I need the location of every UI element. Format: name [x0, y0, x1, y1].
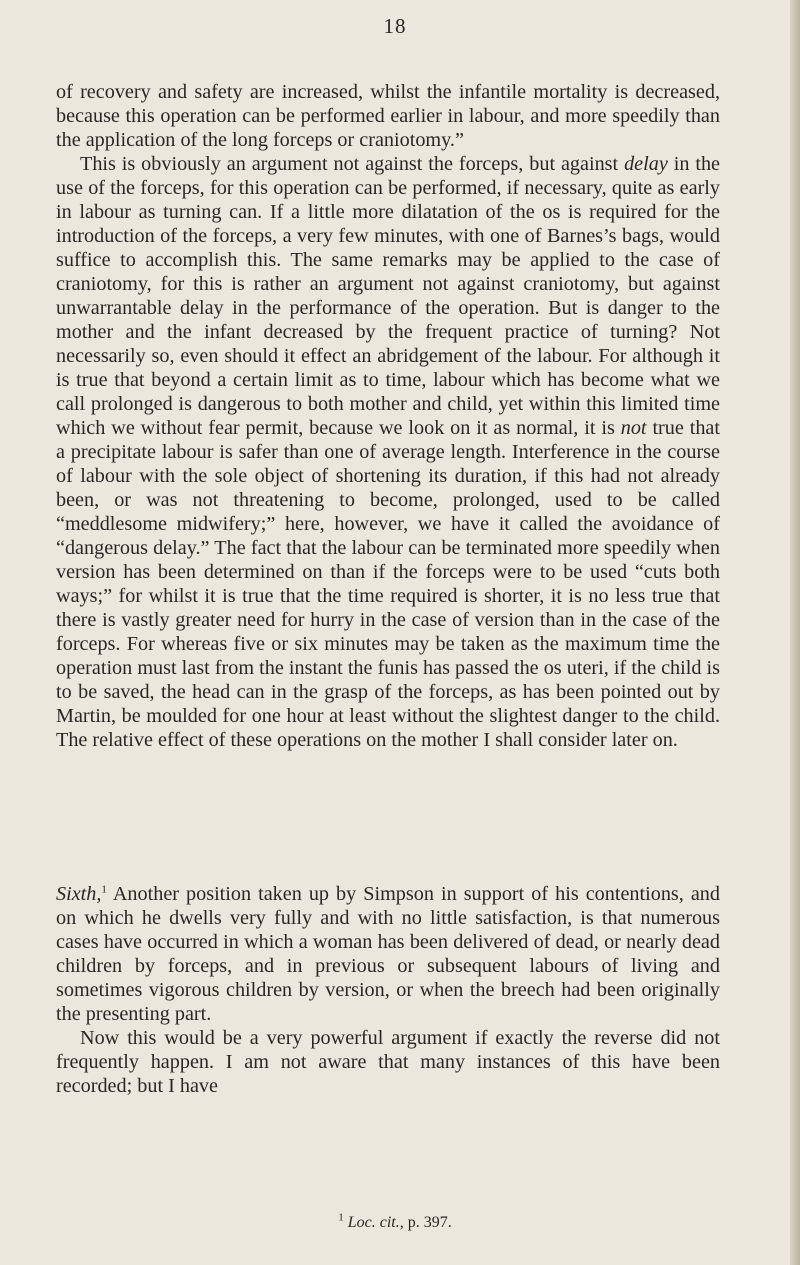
footnote-reference: 1 [101, 883, 107, 896]
footnote [0, 1211, 790, 1232]
paragraph-2 [56, 152, 720, 752]
emphasis-not: not [620, 417, 647, 439]
footnote-page: p. 397. [407, 1214, 452, 1231]
paragraph-2-lead: This is obviously an argument not against the forceps, but against [80, 153, 619, 175]
page-number: 18 [383, 14, 407, 38]
footnote-marker: 1 [338, 1211, 344, 1224]
paragraph-3 [56, 882, 720, 1026]
paragraph-4: Now this would be a very powerful argument if exactly the reverse did not frequently happen. I am not aware that many instances of this have been recorded; but I have [56, 1027, 720, 1097]
section-label: Sixth, [56, 883, 102, 905]
footnote-source: Loc. cit., [347, 1214, 404, 1231]
paragraph-2-tail: true that a precipitate labour is safer than one of average length. Interference in the course of labour with the sole object of shortening its duration, if this had not already been, or was not threatening to become, prolonged, used to be called “meddlesome midwifery;” here, however, we have it called the avoidance of “dangerous delay.” The fact that the labour can be terminated more speedily when version has been determined on than if the forceps were to be used “cuts both ways;” for whilst it is true that the time required is shorter, it is no less true that there is vastly greater need for hurry in the case of version than in the case of the forceps. For whereas five or six minutes may be taken as the maximum time the operation must last from the instant the funis has passed the os uteri, if the child is to be saved, the head can in the grasp of the forceps, as has been pointed out by Martin, be moulded for one hour at least without the slightest danger to the child. The relative effect of these operations on the mother I shall consider later on. [56, 417, 720, 751]
section-text [56, 882, 720, 1098]
main-text [56, 80, 720, 752]
page-edge [790, 0, 800, 1265]
emphasis-delay: delay [624, 153, 668, 175]
paragraph-2-body: in the use of the forceps, for this operation can be performed, if necessary, quite as early in labour as turning can. If a little more dilatation of the os is required for the introduction of the forceps, a very few minutes, with one of Barnes’s bags, would suffice to accomplish this. The same remarks may be applied to the case of craniotomy, for this is rather an argument not against craniotomy, but against unwarrantable delay in the performance of the operation. But is danger to the mother and the infant decreased by the frequent practice of turning? Not necessarily so, even should it effect an abridgement of the labour. For although it is true that beyond a certain limit as to time, labour which has become what we call prolonged is dangerous to both mother and child, yet within this limited time which we without fear permit, because we look on it as normal, it is [56, 153, 720, 439]
paragraph-1: of recovery and safety are increased, whilst the infantile mortality is decreased, because this operation can be performed earlier in labour, and more speedily than the application of the long forceps or craniotomy.” [56, 81, 720, 151]
paragraph-3-body: Another position taken up by Simpson in support of his contentions, and on which he dwells very fully and with no little satisfaction, is that numerous cases have occurred in which a woman has been delivered of dead, or nearly dead children by forceps, and in previous or subsequent labours of living and sometimes vigorous children by version, or when the breech had been originally the presenting part. [56, 883, 720, 1025]
